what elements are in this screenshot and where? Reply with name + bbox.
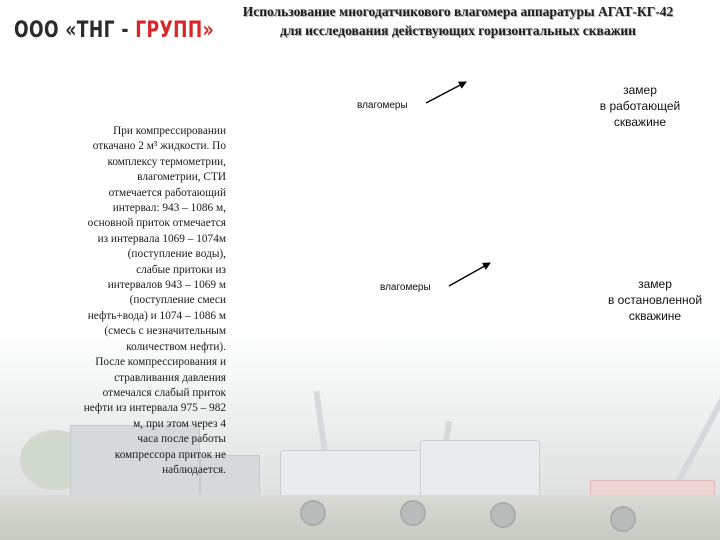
logo-text-tng: ТНГ [76,18,115,43]
logo-text-grupp: ГРУПП [135,18,203,43]
slide-title-line-2: для исследования действующих горизонтальных скважин [280,23,636,38]
caption-working-line-3: скважине [613,115,667,129]
caption-working-line-2: в работающей [599,99,681,113]
description-line: часа после работы [137,433,226,446]
caption-stopped-line-2: в остановленной [607,293,703,307]
description-line: откачано 2 м³ жидкости. По [92,140,226,153]
description-line: из интервала 1069 – 1074м [97,232,226,245]
description-line: (поступление воды), [127,248,226,261]
logo-text-ooo: ООО « [14,18,77,43]
label-bottom-tool: влагомеры [380,282,431,293]
description-line: слабые притоки из [136,263,226,276]
arrow-bottom [449,263,490,286]
description-line: интервалов 943 – 1069 м [107,279,226,292]
description-line: нефть+вода) и 1074 – 1086 м [87,309,226,322]
description-line: При компрессировании [113,125,226,137]
description-line: наблюдается. [162,463,226,476]
caption-stopped-line-1: замер [638,277,672,291]
description-line: (смесь с незначительным [104,325,226,338]
description-line: стравливания давления [114,371,226,384]
description-line: интервал: 943 – 1086 м, [112,202,226,215]
description-line: компрессора приток не [114,448,226,461]
description-line: комплексу термометрии, [107,155,226,168]
label-top-tool: влагомеры [357,100,408,111]
description-line: После компрессирования и [95,356,226,369]
description-line: м, при этом через 4 [133,417,226,430]
caption-working-well [575,82,705,130]
description-line: основной приток отмечается [87,217,226,230]
caption-stopped-well [590,276,720,324]
description-line: количеством нефти). [126,340,226,353]
description-line: влагометрии, СТИ [137,171,226,184]
description-line: (поступление смеси [129,294,226,307]
slide-title-line-1: Использование многодатчикового влагомера аппаратуры АГАТ-КГ-42 [242,4,674,19]
description-line: нефти из интервала 975 – 982 [83,402,226,415]
caption-working-line-1: замер [623,83,657,97]
arrow-top [426,82,466,103]
logo-text-dash: - [114,18,136,43]
logo-text-quote: » [202,18,215,43]
caption-stopped-line-3: скважине [628,309,682,323]
description-text [20,124,226,478]
description-line: отмечался слабый приток [102,386,226,399]
description-line: отмечается работающий [108,186,226,199]
